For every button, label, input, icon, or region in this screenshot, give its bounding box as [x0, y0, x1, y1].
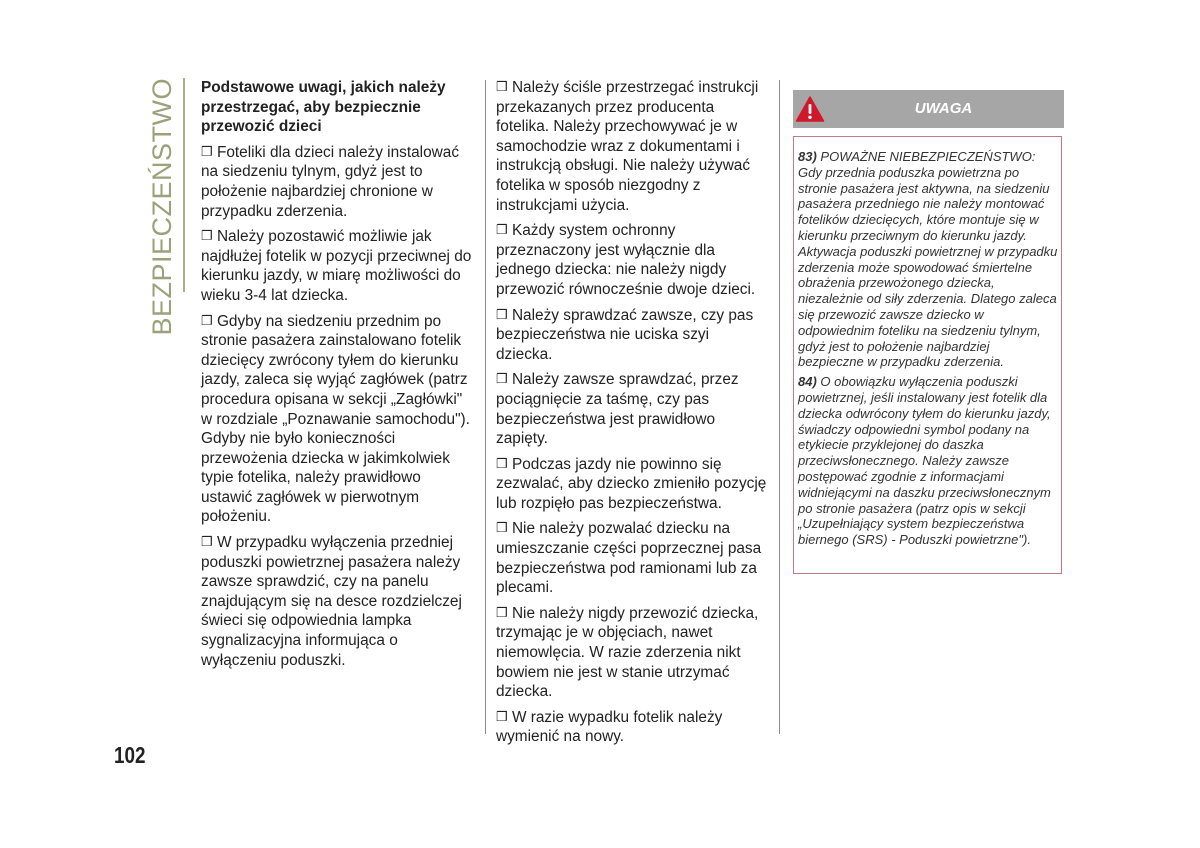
bullet-icon: ❒: [496, 306, 508, 322]
section-title: BEZPIECZEŃSTWO: [146, 78, 177, 336]
bullet-icon: ❒: [201, 143, 213, 159]
paragraph: ❒ Należy sprawdzać zawsze, czy pas bezpieczeństwa nie uciska szyi dziecka.: [496, 306, 754, 363]
bullet-icon: ❒: [201, 228, 213, 244]
column-left: [201, 78, 473, 676]
paragraph: ❒ Należy zawsze sprawdzać, przez pociągnięcie za taśmę, czy pas bezpieczeństwa jest prawidłowo zapięty.: [496, 371, 739, 448]
section-tab: [141, 78, 185, 336]
paragraph: ❒ Nie należy nigdy przewozić dziecka, trzymając je w objęciach, nawet niemowlęcia. W razie zderzenia nikt bowiem nie jest w stanie utrzymać dziecka.: [496, 604, 759, 701]
column-middle: [496, 78, 768, 753]
warning-note: [798, 374, 1058, 548]
paragraph: ❒ Foteliki dla dzieci należy instalować na siedzeniu tylnym, gdyż jest to położenie najbardziej chronione w przypadku zderzenia.: [201, 143, 460, 220]
paragraph: ❒ Gdyby na siedzeniu przednim po stronie pasażera zainstalowano fotelik dziecięcy zwrócony tyłem do kierunku jazdy, zaleca się wyjąć zagłówek (patrz procedura opisana w sekcji „Zagłówki" w rozdziale „Poznawanie samochodu"). Gdyby nie było konieczności przewożenia dziecka w jakimkolwiek typie fotelika, należy prawidłowo ustawić zagłówek w pierwotnym położeniu.: [201, 312, 470, 526]
paragraph: ❒ Podczas jazdy nie powinno się zezwalać, aby dziecko zmieniło pozycję lub rozpięło pas bezpieczeństwa.: [496, 455, 767, 512]
bullet-icon: ❒: [496, 708, 508, 724]
note-text: O obowiązku wyłączenia poduszki powietrznej, jeśli instalowany jest fotelik dla dziecka odwrócony tyłem do kierunku jazdy, świadczy odpowiedni symbol podany na etykiecie przyklejonej do daszka przeciwsłonecznego. Należy zawsze postępować zgodnie z informacjami widniejącymi na daszku przeciwsłonecznym po stronie pasażera (patrz opis w sekcji „Uzupełniający system bezpieczeństwa biernego (SRS) - Poduszki powietrzne").: [798, 374, 1051, 548]
paragraph: ❒ Należy ściśle przestrzegać instrukcji przekazanych przez producenta fotelika. Należy przechowywać je w samochodzie wraz z dokumentami i instrukcją obsługi. Nie należy używać fotelika w sposób niezgodny z instrukcjami użycia.: [496, 79, 759, 214]
warning-triangle-icon: [795, 95, 825, 123]
section-heading: Podstawowe uwagi, jakich należy przestrzegać, aby bezpiecznie przewozić dzieci: [201, 79, 446, 136]
bullet-icon: ❒: [201, 534, 213, 550]
column-divider: [779, 80, 780, 734]
paragraph: ❒ Nie należy pozwalać dziecku na umieszczanie części poprzecznej pasa bezpieczeństwa pod ramionami lub za plecami.: [496, 520, 762, 597]
page-number: 102: [114, 742, 146, 768]
bullet-icon: ❒: [496, 222, 508, 238]
note-number: 83): [798, 149, 817, 164]
column-divider: [485, 80, 486, 734]
bullet-icon: ❒: [496, 371, 508, 387]
warning-header: [793, 90, 1064, 128]
paragraph: ❒ Należy pozostawić możliwie jak najdłużej fotelik w pozycji przeciwnej do kierunku jazdy, w miarę możliwości do wieku 3-4 lat dziecka.: [201, 228, 472, 304]
bullet-icon: ❒: [496, 604, 508, 620]
warning-note: [798, 149, 1058, 370]
bullet-icon: ❒: [496, 455, 508, 471]
bullet-icon: ❒: [496, 79, 508, 94]
paragraph: ❒ W razie wypadku fotelik należy wymienić na nowy.: [496, 708, 723, 746]
warning-box: [793, 136, 1062, 574]
bullet-icon: ❒: [201, 312, 213, 328]
warning-title: UWAGA: [914, 100, 973, 117]
bullet-icon: ❒: [496, 520, 508, 536]
note-number: 84): [798, 374, 817, 390]
note-text: POWAŻNE NIEBEZPIECZEŃSTWO: Gdy przednia poduszka powietrzna po stronie pasażera jest aktywna, na siedzeniu pasażera przedniego nie należy montować fotelików dziecięcych, które montuje się w kierunku przeciwnym do kierunku jazdy. Aktywacja poduszki powietrznej w przypadku zderzenia może spowodować śmiertelne obrażenia przewożonego dziecka, niezależnie od siły zderzenia. Dlatego zaleca się przewozić zawsze dziecko w odpowiednim foteliku na siedzeniu tylnym, gdyż jest to położenie najbardziej bezpieczne w przypadku zderzenia.: [798, 149, 1058, 370]
paragraph: ❒ W przypadku wyłączenia przedniej poduszki powietrznej pasażera należy zawsze sprawdzić, czy na panelu znajdującym się na desce rozdzielczej świeci się odpowiednia lampka sygnalizacyjna informująca o wyłączeniu poduszki.: [201, 534, 462, 669]
paragraph: ❒ Każdy system ochronny przeznaczony jest wyłącznie dla jednego dziecka: nie należy nigdy przewozić równocześnie dwoje dzieci.: [496, 222, 756, 298]
